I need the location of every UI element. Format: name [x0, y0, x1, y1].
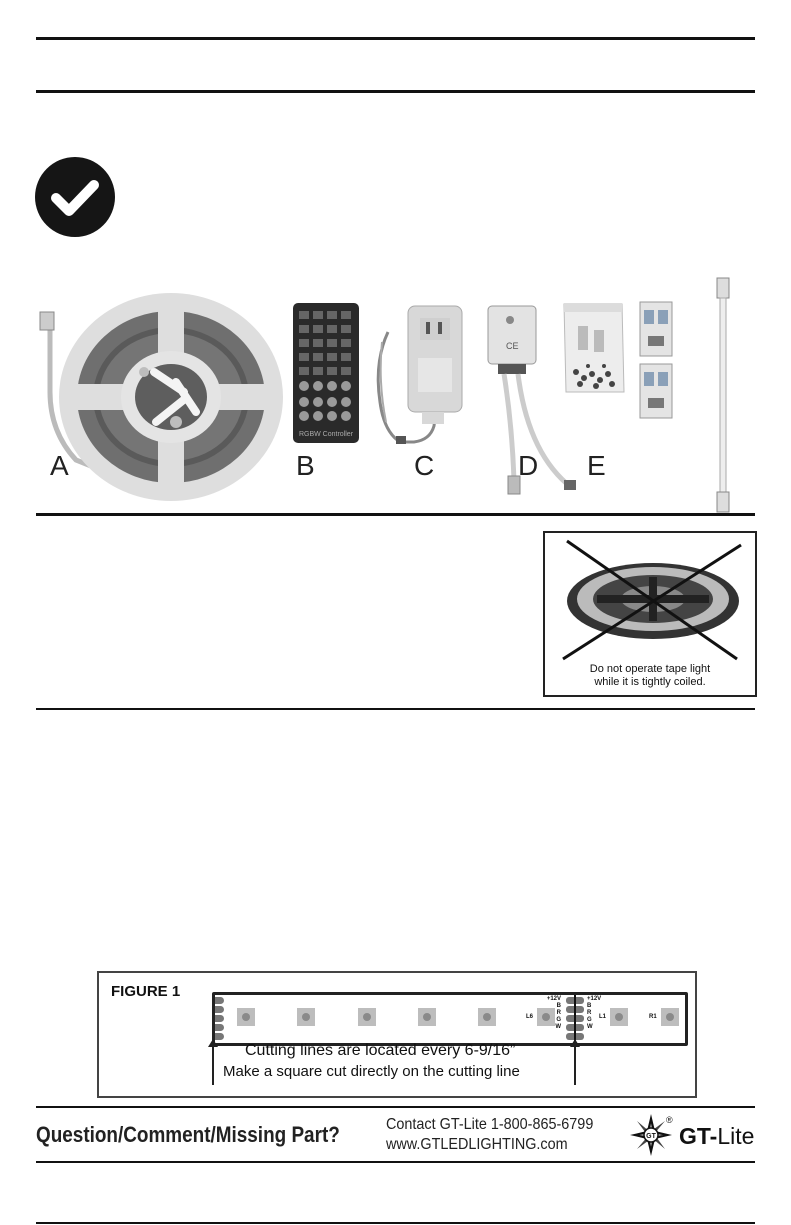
- part-letter-c: C: [414, 450, 435, 481]
- figure-title: FIGURE 1: [111, 983, 181, 1000]
- pad-labels-right: +12V B R G W: [587, 996, 602, 1030]
- cutting-caption-line2: Make a square cut directly on the cutting line: [223, 1063, 520, 1080]
- coiled-tape-image: [545, 533, 755, 661]
- top-rule: [36, 37, 755, 40]
- arrow-right: [574, 1045, 576, 1085]
- registered-mark: ®: [666, 1115, 673, 1125]
- footer-question: Question/Comment/Missing Part?: [36, 1122, 340, 1147]
- cutting-line: [574, 995, 576, 1043]
- led-tape-reel-image: [36, 282, 286, 504]
- header-rule: [36, 90, 755, 93]
- part-letter-e: E: [587, 450, 606, 481]
- remote-label: RGBW Controller: [298, 431, 354, 438]
- jumper-cable-image: [712, 276, 734, 514]
- brand-wordmark: [679, 1123, 754, 1150]
- coil-warning-box: [543, 531, 757, 697]
- page-bottom-rule: [36, 1222, 755, 1224]
- arrow-left: [212, 1045, 214, 1085]
- remote-control-image: [292, 302, 360, 444]
- footer-top-rule: [36, 1106, 755, 1108]
- clip-connectors-image: [638, 300, 674, 422]
- parts-bottom-rule: [36, 513, 755, 516]
- figure-1: [97, 971, 697, 1098]
- arrow-right-head: [570, 1039, 580, 1047]
- power-adapter-image: [370, 302, 468, 450]
- led-chip: [610, 1008, 628, 1026]
- part-letter-b: B: [296, 450, 315, 481]
- led-chip: [237, 1008, 255, 1026]
- footer-website[interactable]: www.GTLEDLIGHTING.com: [386, 1136, 568, 1153]
- footer-contact: [386, 1115, 593, 1155]
- checkmark-icon: [35, 157, 115, 237]
- footer-phone: Contact GT-Lite 1-800-865-6799: [386, 1116, 594, 1133]
- led-chip: [418, 1008, 436, 1026]
- led-chip: [358, 1008, 376, 1026]
- part-letter-a: A: [50, 450, 69, 481]
- hardware-bag-image: [560, 302, 628, 394]
- led-tag-l6: L6: [526, 1014, 534, 1020]
- led-chip: [661, 1008, 679, 1026]
- led-strip-diagram: [212, 992, 688, 1046]
- arrow-left-head: [208, 1039, 218, 1047]
- warning-text-line1: Do not operate tape light: [589, 663, 711, 675]
- led-chip: [478, 1008, 496, 1026]
- brand-light: Lite: [717, 1123, 755, 1149]
- part-letter-d: D: [518, 450, 539, 481]
- svg-text:CE: CE: [506, 341, 519, 351]
- brand-bold: GT-: [679, 1123, 718, 1149]
- led-tag-l1: L1: [599, 1014, 607, 1020]
- pad-labels-left: +12V B R G W: [546, 996, 561, 1030]
- solder-pads-left: [215, 997, 224, 1041]
- logo-initials: GT: [646, 1133, 656, 1140]
- led-tag-r1: R1: [649, 1014, 657, 1020]
- cutting-caption-line1: Cutting lines are located every 6-9/16”: [245, 1042, 516, 1059]
- warning-text-line2: while it is tightly coiled.: [594, 676, 706, 688]
- warning-bottom-rule: [36, 708, 755, 710]
- led-chip: [297, 1008, 315, 1026]
